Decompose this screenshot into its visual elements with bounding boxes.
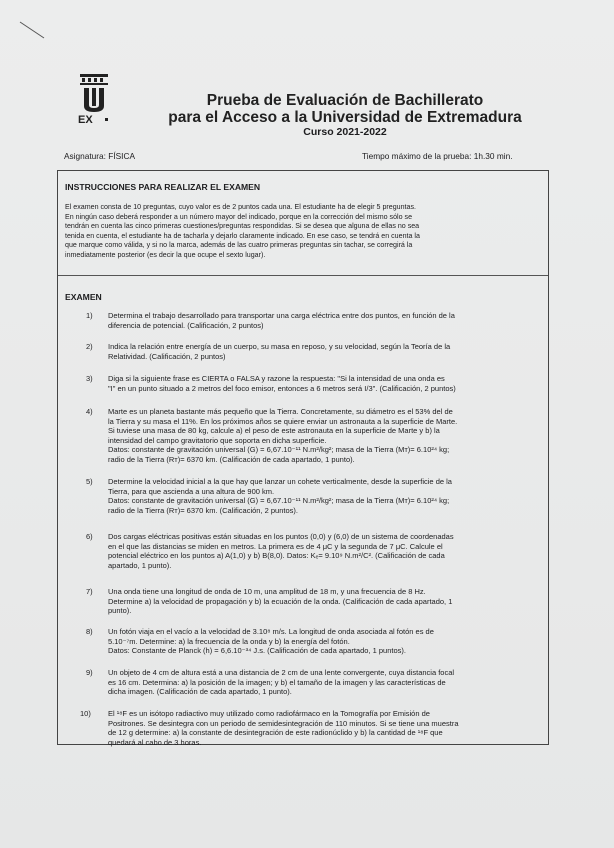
question-item [86,587,541,616]
question-number: 9) [86,668,93,677]
exam-box [57,170,549,745]
question-item [86,407,541,464]
question-item [86,374,541,393]
question-line: apartado, 1 punto). [108,560,172,570]
question-line: Datos: Constante de Planck (h) = 6,6.10⁻³⁴ J.s. (Calificación de cada apartado, 1 puntos). [108,646,406,655]
question-item [80,709,541,747]
question-line: 5.10⁻⁷m. Determine: a) la frecuencia de la onda y b) la energía del fotón. [108,636,350,646]
question-number: 10) [80,709,91,718]
question-line: intensidad del campo gravitatorio que soporta en dicha superficie. [108,435,327,445]
question-number: 2) [86,342,93,351]
question-line: radio de la Tierra (Rт)= 6370 km. (Calificación, 2 puntos). [108,505,298,515]
question-number: 7) [86,587,93,596]
question-line: Datos: constante de gravitación universal (G) = 6,67.10⁻¹¹ N.m²/kg²; masa de la Tierra (Mт)= 6.10²⁴ kg; [108,445,450,454]
question-line: "I" en un punto situado a 2 metros del foco emisor, entonces a 6 metros será I/3". (Calificación, 2 puntos) [108,383,456,393]
question-line: Determine a) la velocidad de propagación y b) la ecuación de la onda. (Calificación de cada apartado, 1 [108,596,453,606]
question-line: Una onda tiene una longitud de onda de 10 m, una amplitud de 18 m, y una frecuencia de 8 Hz. [108,587,426,596]
question-line: Relatividad. (Calificación, 2 puntos) [108,351,226,361]
logo-text: EX [78,114,93,124]
subject-label: Asignatura: FÍSICA [64,151,136,161]
question-line: diferencia de potencial. (Calificación, 2 puntos) [108,320,264,330]
question-line: Indica la relación entre energía de un cuerpo, su masa en reposo, y su velocidad, según la Teoría de la [108,342,451,351]
university-logo-icon [72,72,116,124]
section-divider [58,275,548,276]
question-item [86,627,541,656]
question-line: radio de la Tierra (Rт)= 6370 km. (Calificación de cada apartado, 1 punto). [108,454,355,464]
question-line: potencial eléctrico en los puntos a) A(1,0) y b) B(8,0). Datos: Kₑ= 9.10⁹ N.m²/C². (Calificación de cada [108,551,445,560]
question-number: 1) [86,311,93,320]
question-line: Marte es un planeta bastante más pequeño que la Tierra. Concretamente, su diámetro es el 53% del de [108,407,453,416]
question-item [86,311,541,330]
page-title-line2: para el Acceso a la Universidad de Extremadura [168,109,522,126]
instruction-line: El examen consta de 10 preguntas, cuyo valor es de 2 puntos cada una. El estudiante ha de elegir 5 preguntas. [65,203,416,211]
question-line: Diga si la siguiente frase es CIERTA o FALSA y razone la respuesta: "Si la intensidad de una onda es [108,374,445,383]
question-line: es 16 cm. Determina: a) la posición de la imagen; y b) el tamaño de la imagen y las características de [108,677,446,687]
question-item [86,342,541,361]
question-line: en el que las distancias se miden en metros. La primera es de 4 μC y la segunda de 7 μC. Calcule el [108,541,443,551]
question-number: 6) [86,532,93,541]
question-number: 5) [86,477,93,486]
question-item [86,668,541,697]
question-line: punto). [108,606,132,615]
page-title-line1: Prueba de Evaluación de Bachillerato [206,92,484,109]
instruction-line: inmediatamente posterior (es decir la que ocupe el sexto lugar). [65,250,266,259]
question-number: 3) [86,374,93,383]
instructions-text [65,203,543,261]
question-item [86,477,541,515]
time-limit-label: Tiempo máximo de la prueba: 1h.30 min. [362,151,513,161]
question-line: la Tierra y su masa el 11%. En los próximos años se quiere enviar un astronauta a la superficie de Marte. [108,416,458,426]
question-line: Determina el trabajo desarrollado para transportar una carga eléctrica entre dos puntos, en función de la [108,311,455,320]
instruction-line: que marque como válida, y si no la marca, además de las cuatro primeras preguntas sin tachar, se corregirá la [65,241,413,250]
question-line: Si tuviese una masa de 80 kg, calcule a) el peso de este astronauta en la superficie de Marte y b) la [108,426,440,435]
exam-title: EXAMEN [65,292,102,302]
question-number: 8) [86,627,93,636]
course-year: Curso 2021-2022 [303,126,387,138]
instruction-line: tendrán en cuenta las cinco primeras cuestiones/preguntas respondidas. Si se desea que alguna de ellas no sea [65,222,420,231]
question-line: Dos cargas eléctricas positivas están situadas en los puntos (0,0) y (6,0) de un sistema de coordenadas [108,532,454,541]
question-item [86,532,541,570]
question-line: Tierra, para que ascienda a una altura de 900 km. [108,486,275,496]
question-line: Datos: constante de gravitación universal (G) = 6,67.10⁻¹¹ N.m²/kg²; masa de la Tierra (Mт)= 6.10²⁴ kg; [108,496,450,505]
question-line: Un objeto de 4 cm de altura está a una distancia de 2 cm de una lente convergente, cuya distancia focal [108,668,455,677]
instructions-title: INSTRUCCIONES PARA REALIZAR EL EXAMEN [65,182,261,192]
question-line: El ¹⁸F es un isótopo radiactivo muy utilizado como radiofármaco en la Tomografía por Emisión de [108,709,430,718]
pen-mark [18,20,48,40]
question-line: Un fotón viaja en el vacío a la velocidad de 3.10⁸ m/s. La longitud de onda asociada al fotón es de [108,627,434,636]
question-line: dicha imagen. (Calificación de cada apartado, 1 punto). [108,687,292,696]
instruction-line: En ningún caso deberá responder a un número mayor del indicado, porque en la corrección del mismo sólo se [65,212,413,221]
question-line: quedará al cabo de 3 horas. [108,737,202,747]
question-line: de 12 g determine: a) la constante de desintegración de este radionúclido y b) la cantidad de ¹⁸F que [108,728,443,737]
instruction-line: tenida en cuenta, el estudiante ha de tacharla y dejarlo claramente indicado. En ese caso, se tendrá en cuenta la [65,231,420,240]
question-line: Positrones. Se desintegra con un periodo de semidesintegración de 110 minutos. Si se tiene una muestra [108,718,459,728]
question-number: 4) [86,407,93,416]
question-line: Determine la velocidad inicial a la que hay que lanzar un cohete verticalmente, desde la superficie de la [108,477,452,486]
